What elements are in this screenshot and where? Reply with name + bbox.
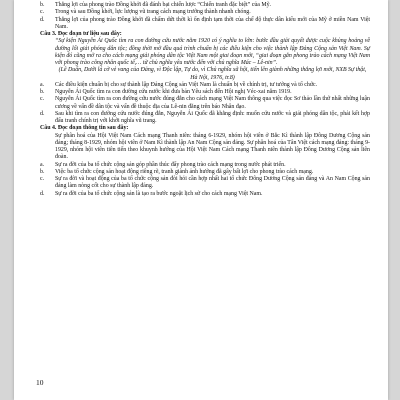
statement-text: Các điều kiện chuẩn bị cho sự thành lập Đảng Cộng sản Việt Nam là chuẩn bị về chính trị, tư tưởng và tổ chức.: [55, 81, 318, 88]
question-3-title: Câu 3. Đọc đoạn tư liệu sau đây:: [40, 31, 122, 37]
statement-label: a.: [40, 161, 45, 168]
statement-text: Sự ra đời của ba tổ chức cộng sản góp phần thúc đẩy phong trào cách mạng trong nước phát triển.: [55, 161, 286, 168]
statement-item: [40, 191, 370, 198]
statement-text: Thắng lợi của phong trào Đồng khởi đã đánh bại chiến lược “Chiến tranh đặc biệt” của Mỹ.: [55, 2, 272, 8]
statement-label: c.: [40, 176, 45, 182]
statement-text: Sự ra đời của ba tổ chức cộng sản là tạo ra bước ngoặt lịch sử cho cách mạng Việt Nam.: [55, 190, 263, 197]
statement-item: [40, 17, 370, 32]
statement-text: Nguyễn Ái Quốc tìm ra con đường cứu nước khi đưa bản Yêu sách đến Hội nghị Véc-xai năm 1919.: [55, 89, 292, 95]
statement-item: [40, 96, 370, 111]
statement-label: b.: [40, 168, 45, 175]
question-4-title: Câu 4. Đọc đoạn thông tin sau đây:: [40, 125, 129, 132]
question-3-source: (Lê Duẩn, Dưới lá cờ vẻ vang của Đảng, vì Độc lập, Tự do, vì Chủ nghĩa xã hội, tiến lên giành những thắng lợi mới, NXB Sự thật, Hà Nội, 1976, tr.8): [58, 67, 367, 81]
page-number: 10: [36, 378, 44, 387]
statement-item: [40, 111, 370, 126]
statement-label: b.: [40, 89, 45, 95]
statement-text: Nguyễn Ái Quốc tìm ra con đường cứu nước đúng đắn cho cách mạng Việt Nam thông qua việc đọc Sơ thảo lần thứ nhất những luận cương về vấn đề dân tộc và vấn đề thuộc địa của Lê-nin đăng trên báo Nhân đạo.: [55, 96, 370, 110]
statement-text: Thắng lợi của phong trào Đồng khởi đã chấm dứt thời kì ổn định tạm thời của chế độ thực dân kiểu mới của Mỹ ở miền Nam Việt Nam.: [55, 16, 370, 30]
statement-label: d.: [40, 16, 45, 23]
page-content: [40, 2, 370, 198]
statement-item: [40, 169, 370, 176]
statement-text: Sau khi tìm ra con đường cứu nước đúng đắn, Nguyễn Ái Quốc đã khẳng định: muốn cứu nước và giải phóng dân tộc, phải kết hợp đấu tranh chính trị với khởi nghĩa vũ trang.: [55, 110, 370, 124]
statement-label: d.: [40, 110, 45, 117]
statement-item: [40, 176, 370, 191]
statement-text: Sự ra đời và hoạt động của ba tổ chức cộng sản đòi hỏi cần hợp nhất hai tổ chức Đông Dương Cộng sản đảng và An Nam Cộng sản đảng làm nòng cốt cho sự thành lập đảng.: [55, 176, 370, 190]
statement-label: a.: [40, 81, 45, 88]
document-page: [14, 0, 388, 400]
statement-label: c.: [40, 96, 45, 103]
statement-item: [40, 162, 370, 169]
statement-item: [40, 9, 370, 16]
question-3-quote: “Sự kiện Nguyễn Ái Quốc tìm ra con đường cứu nước năm 1920 có ý nghĩa to lớn: bước đầu giải quyết được cuộc khủng hoảng về đường lối giải phóng dân tộc; đồng thời mở đầu quá trình chuẩn bị các điều kiện cho việc thành lập Đảng Cộng sản Việt Nam. Sự kiện đó cũng mở ra cho cách mạng giải phóng dân tộc Việt Nam một giai đoạn mới, “giai đoạn gắn phong trào cách mạng Việt Nam với phong trào công nhân quốc tế,… từ chủ nghĩa yêu nước đến với chủ nghĩa Mác – Lê-nin”.: [55, 38, 370, 66]
statement-label: b.: [40, 2, 45, 8]
statement-text: Trong và sau Đồng khởi, lực lượng vũ trang cách mạng trưởng thành nhanh chóng.: [55, 9, 251, 16]
statement-text: Việc ba tổ chức cộng sản hoạt động riêng rẽ, tranh giành ảnh hưởng đã gây bất lợi cho phong trào cách mạng.: [55, 168, 314, 175]
statement-item: [40, 82, 370, 89]
question-4-paragraph: Sự phân hoá của Hội Việt Nam Cách mạng Thanh niên: tháng 6-1929, nhóm hội viên ở Bắc Kì thành lập Đông Dương Cộng sản đảng; tháng 8-1929, nhóm hội viên ở Nam Kì thành lập An Nam Cộng sản đảng. Sự phân hoá của Tân Việt cách mạng đảng: tháng 9-1929, nhóm hội viên tiên tiến theo khuynh hướng của Hội Việt Nam Cách mạng Thanh niên thành lập Đông Dương Cộng sản liên đoàn.: [55, 132, 370, 161]
statement-label: d.: [40, 190, 45, 197]
statement-label: c.: [40, 9, 45, 16]
